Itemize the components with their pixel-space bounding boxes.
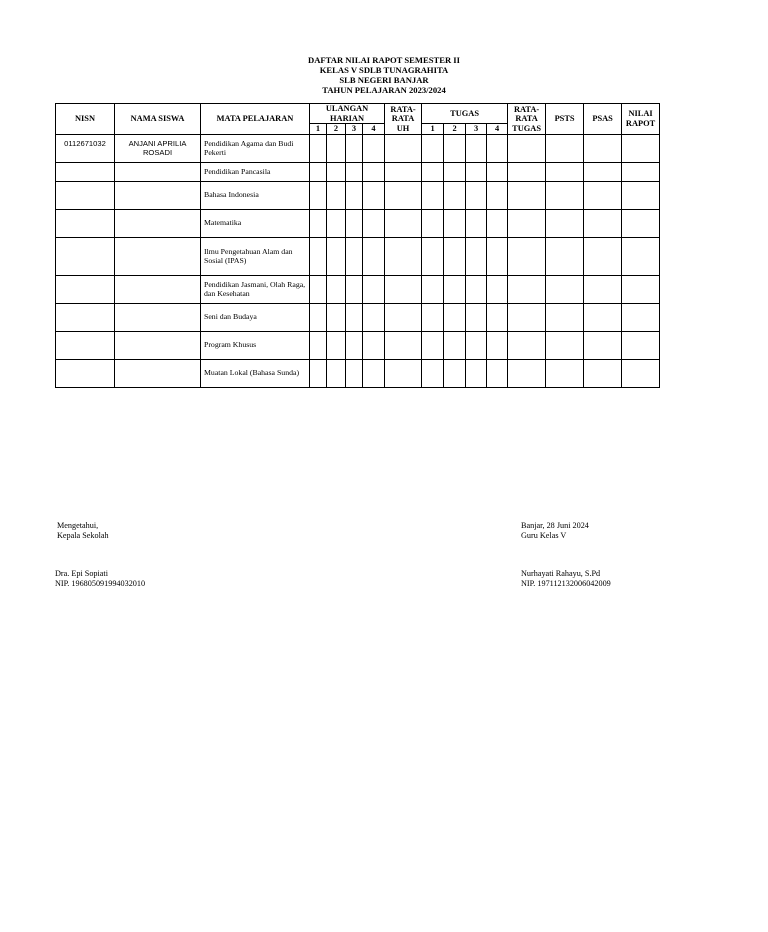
signature-left-nip: NIP. 196805091994032010 — [55, 578, 146, 588]
signature-right-header — [521, 521, 589, 540]
grade-table — [55, 103, 660, 388]
col-uh-3: 3 — [346, 124, 363, 135]
table-row — [56, 181, 660, 209]
col-rata-uh: RATA-RATA UH — [385, 104, 422, 135]
grade-table-body — [56, 134, 660, 387]
col-psas: PSAS — [584, 104, 622, 135]
signature-right-line1: Banjar, 28 Juni 2024 — [521, 521, 589, 530]
document-title — [0, 55, 768, 95]
subject-cell: Program Khusus — [201, 331, 310, 359]
table-row — [56, 237, 660, 275]
signature-right-line2: Guru Kelas V — [521, 530, 567, 540]
table-row — [56, 162, 660, 181]
table-row — [56, 303, 660, 331]
title-line-3: SLB NEGERI BANJAR — [339, 75, 429, 85]
signature-right-name: Nurhayati Rahayu, S.Pd — [521, 569, 601, 578]
col-tugas: TUGAS — [422, 104, 508, 124]
col-tugas-4: 4 — [487, 124, 508, 135]
title-line-2: KELAS V SDLB TUNAGRAHITA — [319, 65, 449, 75]
table-row — [56, 331, 660, 359]
col-nama-siswa: NAMA SISWA — [115, 104, 201, 135]
col-tugas-2: 2 — [444, 124, 466, 135]
signature-left-footer — [55, 569, 145, 588]
col-ulangan-harian: ULANGAN HARIAN — [310, 104, 385, 124]
student-nisn: 0112671032 — [56, 134, 115, 162]
signature-left-line1: Mengetahui, — [57, 521, 99, 530]
col-nisn: NISN — [56, 104, 115, 135]
subject-cell: Bahasa Indonesia — [201, 181, 310, 209]
signature-left-line2: Kepala Sekolah — [57, 530, 109, 540]
student-name: ANJANI APRILIA ROSADI — [115, 134, 201, 162]
signature-right-nip: NIP. 197112132006042009 — [521, 578, 611, 588]
signature-right-footer — [521, 569, 611, 588]
table-row — [56, 275, 660, 303]
col-tugas-1: 1 — [422, 124, 444, 135]
title-line-4: TAHUN PELAJARAN 2023/2024 — [322, 85, 446, 95]
col-uh-1: 1 — [310, 124, 327, 135]
subject-cell: Muatan Lokal (Bahasa Sunda) — [201, 359, 310, 387]
subject-cell: Ilmu Pengetahuan Alam dan Sosial (IPAS) — [201, 237, 310, 275]
subject-cell: Pendidikan Pancasila — [201, 162, 310, 181]
col-tugas-3: 3 — [466, 124, 487, 135]
subject-cell: Pendidikan Agama dan Budi Pekerti — [201, 134, 310, 162]
col-uh-2: 2 — [327, 124, 346, 135]
table-row — [56, 359, 660, 387]
col-rata-tugas: RATA-RATA TUGAS — [508, 104, 546, 135]
subject-cell: Pendidikan Jasmani, Olah Raga, dan Kesehatan — [201, 275, 310, 303]
col-psts: PSTS — [546, 104, 584, 135]
signature-left-header — [57, 521, 109, 540]
title-line-1: DAFTAR NILAI RAPOT SEMESTER II — [307, 55, 460, 65]
col-uh-4: 4 — [363, 124, 385, 135]
subject-cell: Seni dan Budaya — [201, 303, 310, 331]
subject-cell: Matematika — [201, 209, 310, 237]
signature-left-name: Dra. Epi Sopiati — [55, 569, 108, 578]
table-row — [56, 134, 660, 162]
col-mata-pelajaran: MATA PELAJARAN — [201, 104, 310, 135]
col-nilai-rapot: NILAI RAPOT — [622, 104, 660, 135]
table-row — [56, 209, 660, 237]
